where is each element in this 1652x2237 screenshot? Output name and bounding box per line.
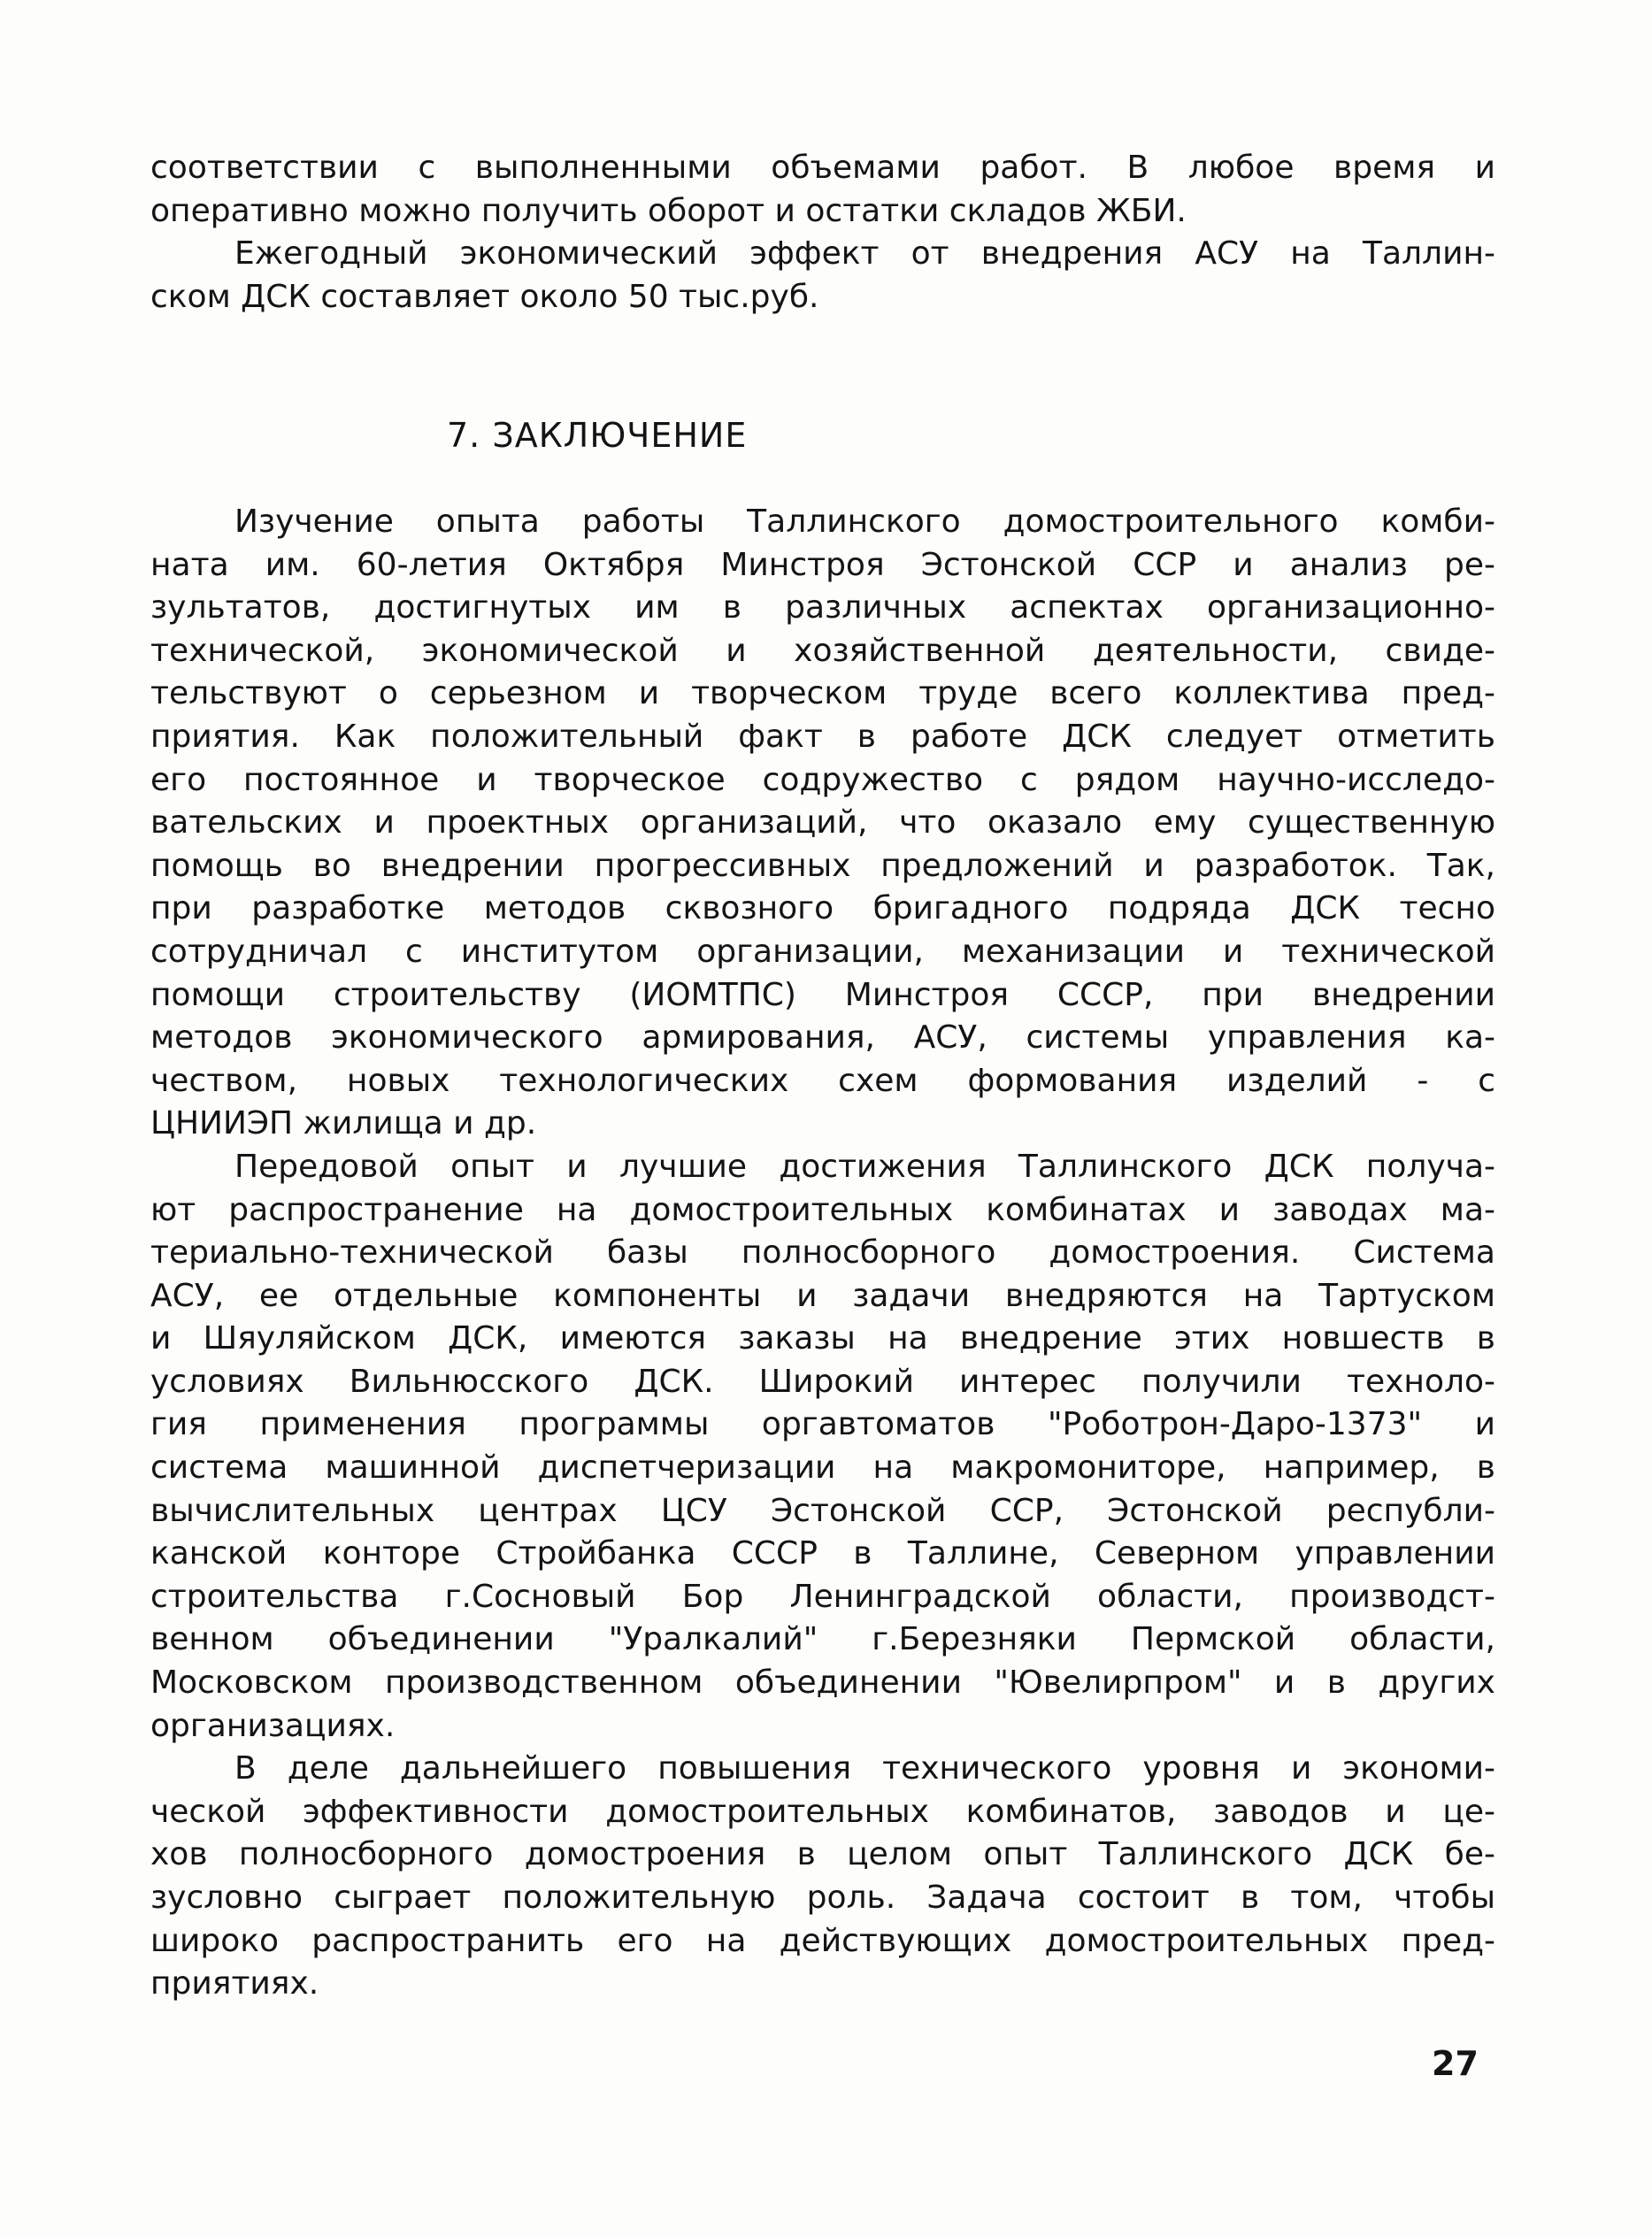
text-line: ют распространение на домостроительных комбинатах и заводах ма- bbox=[150, 1191, 1495, 1228]
text-line: строительства г.Сосновый Бор Ленинградской области, производст- bbox=[150, 1578, 1495, 1615]
text-line: приятиях. bbox=[150, 1965, 319, 2003]
paragraph bbox=[150, 501, 1495, 1146]
text-line: соответствии с выполненными объемами работ. В любое время и bbox=[150, 150, 1495, 186]
paragraph bbox=[150, 1146, 1495, 1748]
text-line: Ежегодный экономический эффект от внедрения АСУ на Таллин- bbox=[234, 235, 1495, 273]
text-line: зультатов, достигнутых им в различных аспектах организационно- bbox=[150, 589, 1495, 627]
page-number: 27 bbox=[1432, 2044, 1479, 2083]
paragraph bbox=[150, 147, 1495, 233]
intro-text bbox=[150, 147, 1495, 319]
text-line: АСУ, ее отдельные компоненты и задачи внедряются на Тартуском bbox=[150, 1277, 1495, 1314]
paragraph bbox=[150, 1748, 1495, 2006]
text-line: широко распространить его на действующих домостроительных пред- bbox=[150, 1922, 1495, 1959]
text-line: помощь во внедрении прогрессивных предложений и разработок. Так, bbox=[150, 847, 1495, 884]
text-line: канской конторе Стройбанка СССР в Таллине, Северном управлении bbox=[150, 1535, 1495, 1572]
text-line: Московском производственном объединении "Ювелирпром" и в других bbox=[150, 1664, 1495, 1702]
text-line: териально-технической базы полносборного домостроения. Система bbox=[150, 1234, 1495, 1272]
text-line: методов экономического армирования, АСУ, системы управления ка- bbox=[150, 1019, 1495, 1057]
text-line: и Шяуляйском ДСК, имеются заказы на внедрение этих новшеств в bbox=[150, 1320, 1495, 1357]
text-line: ЦНИИЭП жилища и др. bbox=[150, 1105, 537, 1142]
text-line: ском ДСК составляет около 50 тыс.руб. bbox=[150, 278, 819, 315]
text-line: оперативно можно получить оборот и остатки складов ЖБИ. bbox=[150, 192, 1187, 229]
text-line: чеством, новых технологических схем формования изделий - с bbox=[150, 1062, 1495, 1099]
text-line: приятия. Как положительный факт в работе ДСК следует отметить bbox=[150, 718, 1495, 755]
text-line: сотрудничал с институтом организации, механизации и технической bbox=[150, 933, 1495, 970]
text-line: помощи строительству (ИОМТПС) Минстроя СССР, при внедрении bbox=[150, 976, 1495, 1013]
text-line: при разработке методов сквозного бригадного подряда ДСК тесно bbox=[150, 890, 1495, 927]
text-line: венном объединении "Уралкалий" г.Березняки Пермской области, bbox=[150, 1621, 1495, 1658]
text-line: зусловно сыграет положительную роль. Задача состоит в том, чтобы bbox=[150, 1880, 1495, 1916]
section-heading: 7. ЗАКЛЮЧЕНИЕ bbox=[447, 416, 748, 455]
conclusion-text bbox=[150, 501, 1495, 2006]
text-line: гия применения программы оргавтоматов "Роботрон-Даро-1373" и bbox=[150, 1406, 1495, 1443]
text-line: хов полносборного домостроения в целом опыт Таллинского ДСК бе- bbox=[150, 1836, 1495, 1873]
text-line: система машинной диспетчеризации на макромониторе, например, в bbox=[150, 1449, 1495, 1487]
text-line: технической, экономической и хозяйственной деятельности, свиде- bbox=[150, 632, 1495, 669]
text-line: ческой эффективности домостроительных комбинатов, заводов и це- bbox=[150, 1793, 1495, 1830]
paragraph bbox=[150, 233, 1495, 319]
text-line: вычислительных центрах ЦСУ Эстонской ССР, Эстонской республи- bbox=[150, 1492, 1495, 1529]
text-line: вательских и проектных организаций, что оказало ему существенную bbox=[150, 804, 1495, 842]
text-line: тельствуют о серьезном и творческом труде всего коллектива пред- bbox=[150, 675, 1495, 712]
text-line: В деле дальнейшего повышения технического уровня и экономи- bbox=[234, 1750, 1495, 1787]
text-line: организациях. bbox=[150, 1707, 396, 1744]
text-line: его постоянное и творческое содружество с рядом научно-исследо- bbox=[150, 761, 1495, 798]
text-line: ната им. 60-летия Октября Минстроя Эстонской ССР и анализ ре- bbox=[150, 546, 1495, 583]
text-line: Передовой опыт и лучшие достижения Таллинского ДСК получа- bbox=[234, 1148, 1495, 1185]
text-line: условиях Вильнюсского ДСК. Широкий интерес получили техноло- bbox=[150, 1363, 1495, 1400]
text-line: Изучение опыта работы Таллинского домостроительного комби- bbox=[234, 504, 1495, 540]
